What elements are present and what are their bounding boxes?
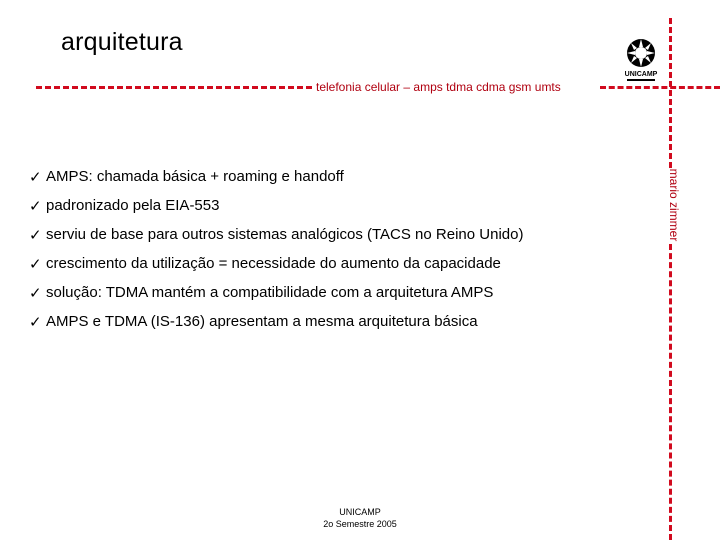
footer-semester: 2o Semestre 2005 [323,519,397,529]
bullet-text: padronizado pela EIA-553 [46,197,220,214]
bullet-text: serviu de base para outros sistemas analógicos (TACS no Reino Unido) [46,226,524,243]
slide-footer [280,506,440,530]
bullet-list [29,162,523,336]
bullet-item [29,191,523,220]
bullet-item [29,307,523,336]
checkmark-icon: ✓ [29,168,42,186]
footer-institution: UNICAMP [339,507,381,517]
bullet-text: solução: TDMA mantém a compatibilidade com a arquitetura AMPS [46,284,494,301]
bullet-item [29,278,523,307]
bullet-text: crescimento da utilização = necessidade do aumento da capacidade [46,255,501,272]
unicamp-logo [621,36,661,86]
author-label: mario zimmer [667,168,681,242]
logo-wordmark: UNICAMP [624,71,658,78]
bullet-text: AMPS: chamada básica + roaming e handoff [46,168,344,185]
header-divider-right [600,86,720,89]
bullet-text: AMPS e TDMA (IS-136) apresentam a mesma arquitetura básica [46,313,478,330]
checkmark-icon: ✓ [29,226,42,244]
header-divider-left [36,86,312,89]
checkmark-icon: ✓ [29,313,42,331]
checkmark-icon: ✓ [29,197,42,215]
vertical-divider-bottom [669,244,672,540]
slide-subtitle: telefonia celular – amps tdma cdma gsm umts [316,80,561,94]
bullet-item [29,220,523,249]
slide-title: arquitetura [61,28,183,56]
bullet-item [29,162,523,191]
bullet-item [29,249,523,278]
checkmark-icon: ✓ [29,255,42,273]
checkmark-icon: ✓ [29,284,42,302]
